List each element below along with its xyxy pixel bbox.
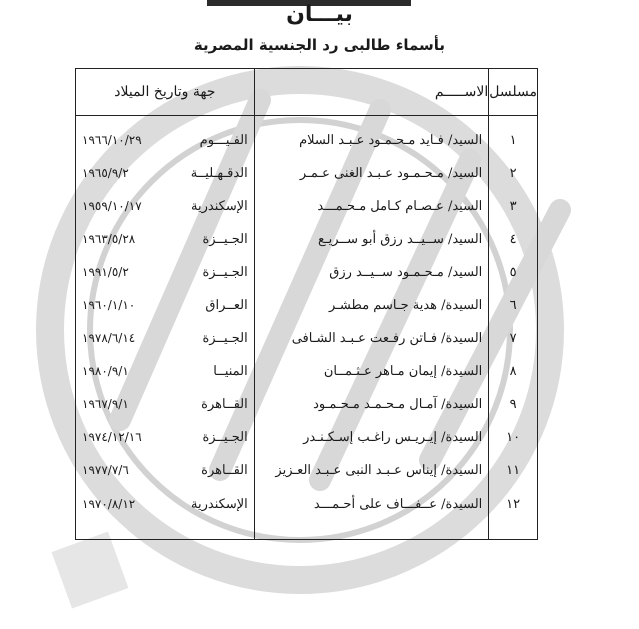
row-place: الجـيــزة	[202, 265, 248, 280]
row-name: السيد/ ســيــد رزق أبو ســريـع	[254, 223, 489, 256]
row-name: السيدة/ آمـال مـحـمـد مـحـمـود	[254, 388, 489, 421]
row-name: السيدة/ إيمان مـاهر عـثـمــان	[254, 355, 489, 388]
row-name: السيدة/ عــفـــاف على أحـمـــد	[254, 487, 489, 540]
header-serial: مسلسل	[489, 69, 538, 116]
applicants-table	[75, 68, 538, 540]
row-serial: ١٠	[489, 421, 538, 454]
row-place: الإسكندرية	[191, 199, 248, 214]
row-place-date	[76, 454, 255, 487]
row-date: ١٩٦٠/١/١٠	[82, 298, 136, 312]
table-row	[76, 355, 538, 388]
row-date: ١٩٩١/٥/٢	[82, 265, 129, 279]
row-name: السيدة/ هدية جـاسم مطشـر	[254, 289, 489, 322]
row-place: الإسكندرية	[191, 497, 248, 512]
row-place: القــاهرة	[201, 397, 248, 412]
row-place-date	[76, 322, 255, 355]
page-title: بيـــان	[286, 2, 353, 27]
row-name: السيدة/ إيـريـس راغـب إسـكـنـدر	[254, 421, 489, 454]
row-place-date	[76, 116, 255, 158]
row-serial: ١	[489, 116, 538, 158]
row-place-date	[76, 487, 255, 540]
row-serial: ٩	[489, 388, 538, 421]
table-row	[76, 190, 538, 223]
table-header-row	[76, 69, 538, 116]
row-serial: ١٢	[489, 487, 538, 540]
header-name: الاســـــم	[254, 69, 489, 116]
row-place: الجـيــزة	[202, 331, 248, 346]
row-place-date	[76, 223, 255, 256]
row-serial: ٨	[489, 355, 538, 388]
table-body	[76, 116, 538, 540]
table-row	[76, 388, 538, 421]
row-date: ١٩٥٩/١٠/١٧	[82, 199, 142, 213]
table-row	[76, 223, 538, 256]
row-serial: ٥	[489, 256, 538, 289]
row-place-date	[76, 388, 255, 421]
row-serial: ٧	[489, 322, 538, 355]
row-date: ١٩٨٠/٩/١	[82, 364, 129, 378]
header-place-date: جهة وتاريخ الميلاد	[76, 69, 255, 116]
row-place-date	[76, 157, 255, 190]
row-place: الجـيــزة	[202, 232, 248, 247]
row-place: الجـيــزة	[202, 430, 248, 445]
row-serial: ٢	[489, 157, 538, 190]
table-row	[76, 157, 538, 190]
row-place-date	[76, 289, 255, 322]
row-date: ١٩٦٧/٩/١	[82, 397, 129, 411]
table-row	[76, 256, 538, 289]
row-place: الفـيـــوم	[199, 133, 248, 148]
row-place-date	[76, 190, 255, 223]
row-date: ١٩٧٠/٨/١٢	[82, 497, 136, 511]
row-serial: ٣	[489, 190, 538, 223]
row-date: ١٩٧٧/٧/٦	[82, 463, 129, 477]
row-place-date	[76, 256, 255, 289]
table-row	[76, 116, 538, 158]
table-row	[76, 289, 538, 322]
row-date: ١٩٦٥/٩/٢	[82, 166, 129, 180]
row-name: السيد/ عـصـام كـامل مـحـمـــد	[254, 190, 489, 223]
row-name: السيد/ مـحـمـود ســيــد رزق	[254, 256, 489, 289]
row-serial: ١١	[489, 454, 538, 487]
row-serial: ٤	[489, 223, 538, 256]
row-place: القــاهرة	[201, 463, 248, 478]
row-date: ١٩٧٤/١٢/١٦	[82, 430, 142, 444]
table-row	[76, 487, 538, 540]
row-date: ١٩٧٨/٦/١٤	[82, 331, 136, 345]
row-place: العــراق	[205, 298, 248, 313]
row-date: ١٩٦٦/١٠/٢٩	[82, 133, 142, 147]
row-name: السيدة/ إيناس عـبـد النبى عـبـد العـزيز	[254, 454, 489, 487]
page-subtitle: بأسماء طالبى رد الجنسية المصرية	[193, 36, 446, 54]
row-name: السيد/ فـايد مـحـمـود عـبـد السلام	[254, 116, 489, 158]
table-row	[76, 322, 538, 355]
table-row	[76, 421, 538, 454]
row-serial: ٦	[489, 289, 538, 322]
row-place: الدقـهـليــة	[190, 166, 248, 181]
row-name: السيدة/ فـاتن رفـعت عـبـد الشـافى	[254, 322, 489, 355]
row-place-date	[76, 421, 255, 454]
row-name: السيد/ مـحـمـود عـبـد الغنى عـمـر	[254, 157, 489, 190]
row-place: المنيــا	[213, 364, 248, 379]
row-date: ١٩٦٣/٥/٢٨	[82, 232, 136, 246]
row-place-date	[76, 355, 255, 388]
table-row	[76, 454, 538, 487]
